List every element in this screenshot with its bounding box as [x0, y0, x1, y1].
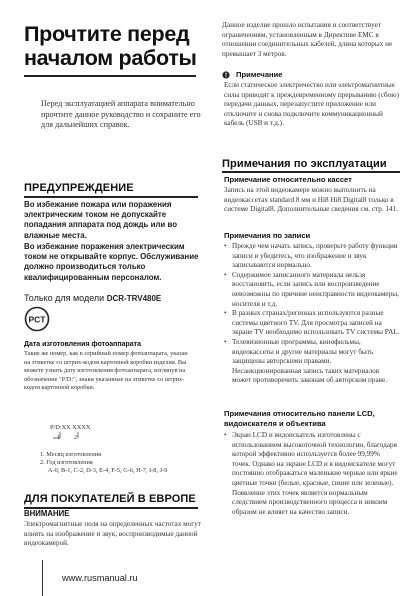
- record-list: [224, 242, 400, 386]
- date-paragraph: Такие же номер, как в серийный номер фотоаппарата, указан на этикетке со штрих-кодом картонной коробки изделия. Вы можете узнать дату изготовления фотоаппарата, взглянув на обозначение "P/D:", знаки указанные на этикетке со штрих-кодом картонной коробки.: [24, 350, 188, 391]
- legend-year: 2. Год изготовления: [40, 459, 93, 466]
- pd-number-1: 1: [57, 434, 61, 441]
- warning-divider: [24, 196, 198, 198]
- record-heading: Примечания по записи: [224, 231, 311, 240]
- warning-paragraph-2: Во избежание поражения электрическим током не открывайте корпус. Обслуживание должно производиться только квалифицированным персоналом.: [24, 242, 199, 282]
- cassette-paragraph: Запись на этой видеокамере можно выполнить на видеокассетах standard 8 мм и Hi8 Hi8 Digital8 только в системе Digital8. Дополнительные сведения см. стр. 141.: [224, 186, 399, 214]
- eu-heading: ДЛЯ ПОКУПАТЕЛЕЙ В ЕВРОПЕ: [24, 493, 196, 505]
- lcd-heading: Примечания относительно панели LCD, видоискателя и объектива: [224, 409, 375, 428]
- model-name: DCR-TRV480E: [106, 294, 162, 303]
- emc-paragraph: Данное изделие прошло испытания и соответствует ограничениям, установленным в Директиве EMC в отношении соединительных кабелей, длина которых не превышает 3 метров.: [222, 21, 393, 58]
- date-heading: Дата изготовления фотоаппарата: [24, 341, 141, 348]
- intro-paragraph: Перед эксплуатацией аппарата внимательно прочтите данное руководство и сохраните его для дальнейших справок.: [41, 99, 201, 129]
- record-item: • Прежде чем начать запись, проверьте работу функции записи и убедитесь, что изображение и звук записываются нормально.: [224, 242, 400, 271]
- record-item: • Содержимое записанного материала нельзя восстановить, если запись или воспроизведение невозможны по причине неисправности видеокамеры, носителя и т.д.: [224, 271, 400, 309]
- warning-paragraph-1: Во избежание пожара или поражения электрическим током не допускайте попадания аппарата под дождь или во влажные места.: [24, 200, 178, 240]
- note-icon: [222, 71, 230, 79]
- model-prefix: Только для модели: [24, 293, 105, 303]
- pct-certification-logo: [24, 306, 50, 332]
- legend-month: 1. Месяц изготовления: [40, 451, 102, 458]
- lcd-list: [224, 431, 400, 517]
- pct-mark-icon: [24, 306, 50, 332]
- model-line: [24, 293, 161, 303]
- warning-heading: ПРЕДУПРЕЖДЕНИЕ: [24, 182, 134, 194]
- ops-heading: Примечания по эксплуатации: [222, 158, 387, 170]
- ops-divider: [222, 171, 400, 173]
- footer-url[interactable]: www.rusmanual.ru: [62, 573, 138, 583]
- eu-paragraph: Электромагнитные поля на определенных частотах могут влиять на изображение и звук, воспроизводимые данной видеокамерой.: [24, 520, 201, 548]
- lcd-item: • Экран LCD и видоискатель изготовлены с использованием высокоточной технологии, благодаря которой эффективно используется более 99,99% точек. Однако на экране LCD и в видоискателе могут постоянно отображаться маленькие черные или яркие цветные точки (белые, красные, синие или зеленые). Появление этих точек является нормальным следствием производственного процесса и никоим образом не влияет на качество записи.: [224, 431, 400, 517]
- title-divider: [24, 75, 196, 77]
- footer-rule: [42, 560, 43, 596]
- legend-codes: A-0, B-1, C-2, D-3, E-4, F-5, G-6, H-7, I-8, J-9: [48, 467, 168, 474]
- attention-label: ВНИМАНИЕ: [24, 509, 70, 518]
- note-paragraph: Если статическое электричество или электромагнитные силы приводят к преждевременному прерыванию (сбою) передачи данных, перезапустите приложение или отключите и снова подключите коммуникационный кабель (USB и т.д.).: [224, 81, 399, 128]
- pd-code: P/D:XX XXXX: [50, 424, 91, 431]
- record-item: • Телевизионные программы, кинофильмы, видеокассеты и другие материалы могут быть защищены авторскими правами. Несанкционированная запись таких материалов может противоречить законам об авторском праве.: [224, 338, 400, 386]
- pct-mark-text: PCT: [28, 314, 46, 325]
- cassette-heading: Примечание относительно кассет: [224, 175, 352, 184]
- note-heading-row: [222, 70, 283, 80]
- page-title: Прочтите перед началом работы: [24, 22, 197, 70]
- note-heading: Примечание: [236, 70, 283, 79]
- pd-number-2: 2: [74, 434, 78, 441]
- record-item: • В разных странах/регионах используются разные системы цветного TV. Для просмотра записей на экране TV необходимо использовать TV системы PAL.: [224, 309, 400, 338]
